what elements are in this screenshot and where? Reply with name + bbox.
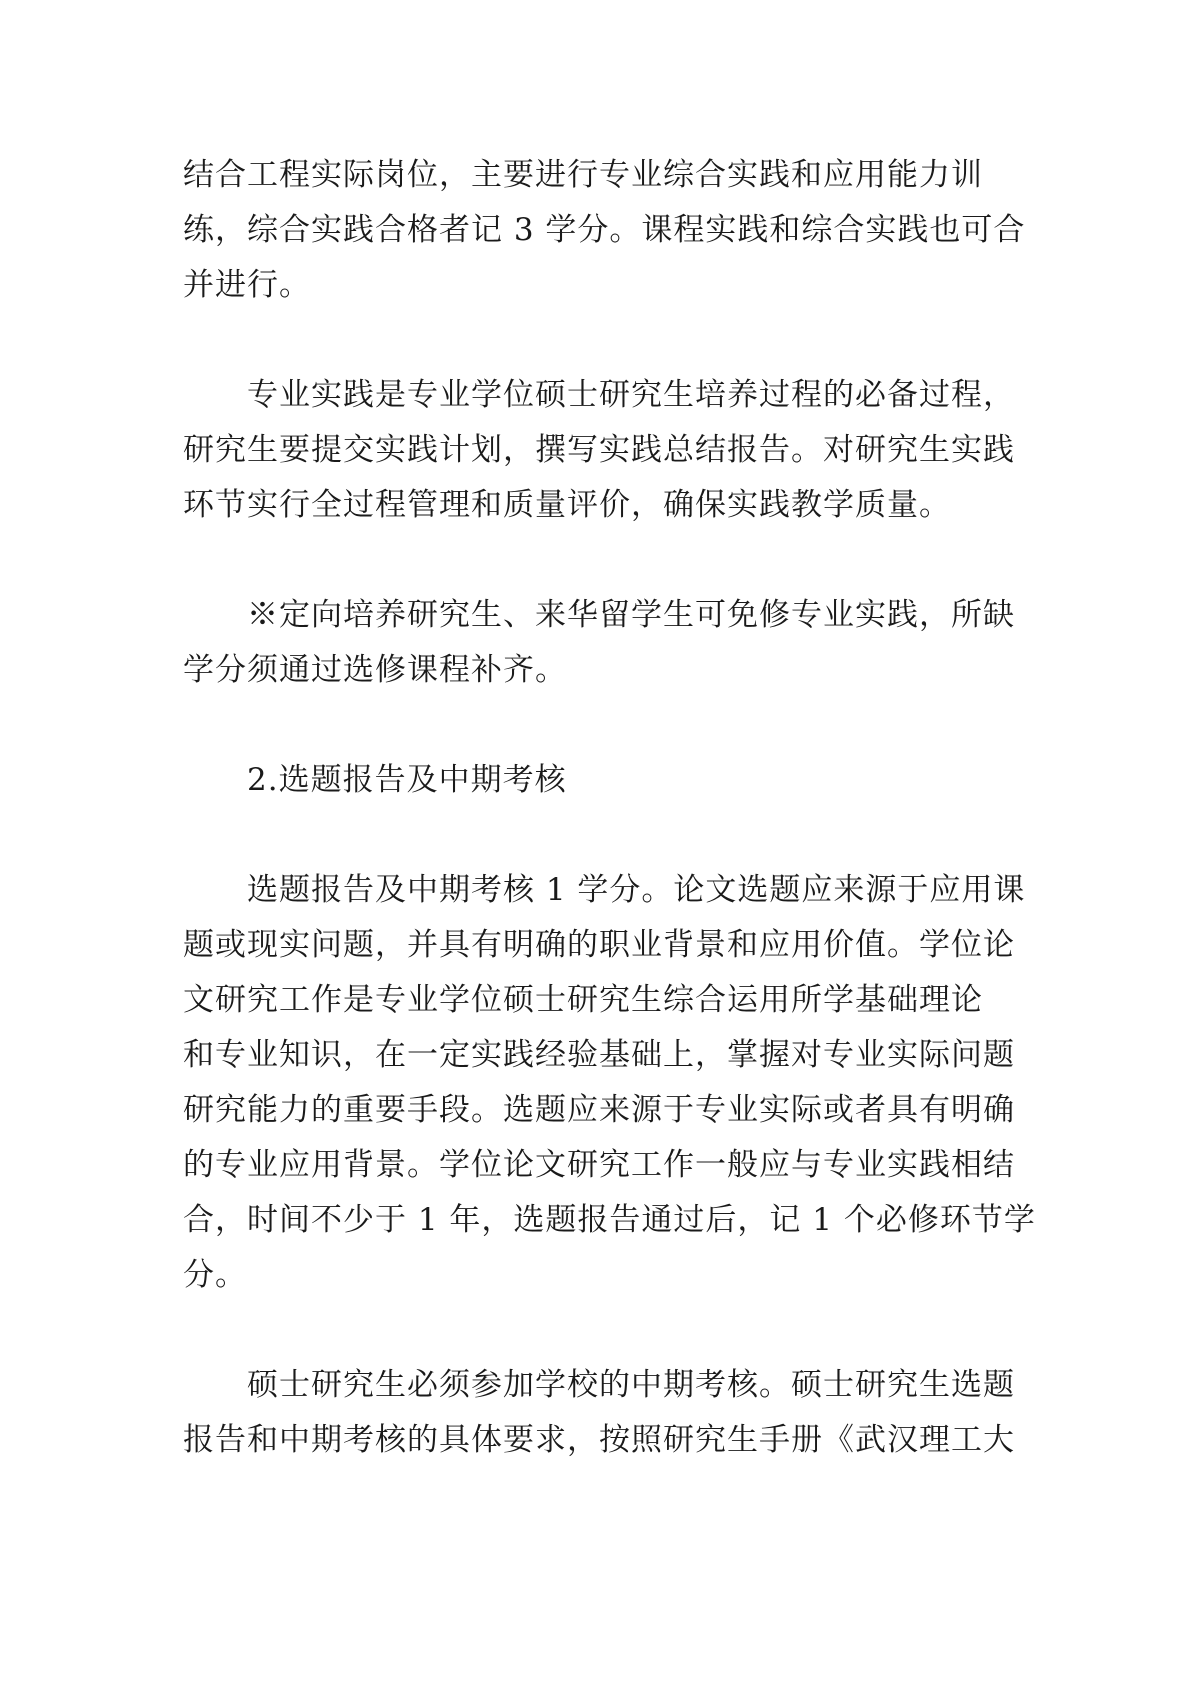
text-line: 分。 <box>183 1257 247 1293</box>
text-line: ※定向培养研究生、来华留学生可免修专业实践，所缺 <box>247 597 1015 633</box>
text-line: 并进行。 <box>183 267 311 303</box>
paragraph-professional-practice <box>183 368 1043 533</box>
text-line: 环节实行全过程管理和质量评价，确保实践教学质量。 <box>183 487 951 523</box>
document-body <box>183 148 1043 1468</box>
text-line: 报告和中期考核的具体要求，按照研究生手册《武汉理工大 <box>183 1422 1015 1458</box>
paragraph-midterm-assessment <box>183 1358 1043 1468</box>
text-line: 研究生要提交实践计划，撰写实践总结报告。对研究生实践 <box>183 432 1015 468</box>
text-line: 学分须通过选修课程补齐。 <box>183 652 567 688</box>
text-line: 文研究工作是专业学位硕士研究生综合运用所学基础理论 <box>183 982 983 1018</box>
paragraph-topic-report <box>183 863 1043 1303</box>
text-line: 练，综合实践合格者记 3 学分。课程实践和综合实践也可合 <box>183 212 1026 248</box>
paragraph-practice-training <box>183 148 1043 313</box>
section-heading <box>183 753 1043 808</box>
text-line: 合，时间不少于 1 年，选题报告通过后，记 1 个必修环节学 <box>183 1202 1036 1238</box>
text-line: 硕士研究生必须参加学校的中期考核。硕士研究生选题 <box>247 1367 1015 1403</box>
text-line: 和专业知识，在一定实践经验基础上，掌握对专业实际问题 <box>183 1037 1015 1073</box>
text-line: 结合工程实际岗位，主要进行专业综合实践和应用能力训 <box>183 157 983 193</box>
section-heading-text: 2.选题报告及中期考核 <box>247 762 567 798</box>
text-line: 的专业应用背景。学位论文研究工作一般应与专业实践相结 <box>183 1147 1015 1183</box>
text-line: 题或现实问题，并具有明确的职业背景和应用价值。学位论 <box>183 927 1015 963</box>
text-line: 专业实践是专业学位硕士研究生培养过程的必备过程， <box>247 377 1015 413</box>
text-line: 选题报告及中期考核 1 学分。论文选题应来源于应用课 <box>247 872 1026 908</box>
paragraph-exemption-note <box>183 588 1043 698</box>
text-line: 研究能力的重要手段。选题应来源于专业实际或者具有明确 <box>183 1092 1015 1128</box>
